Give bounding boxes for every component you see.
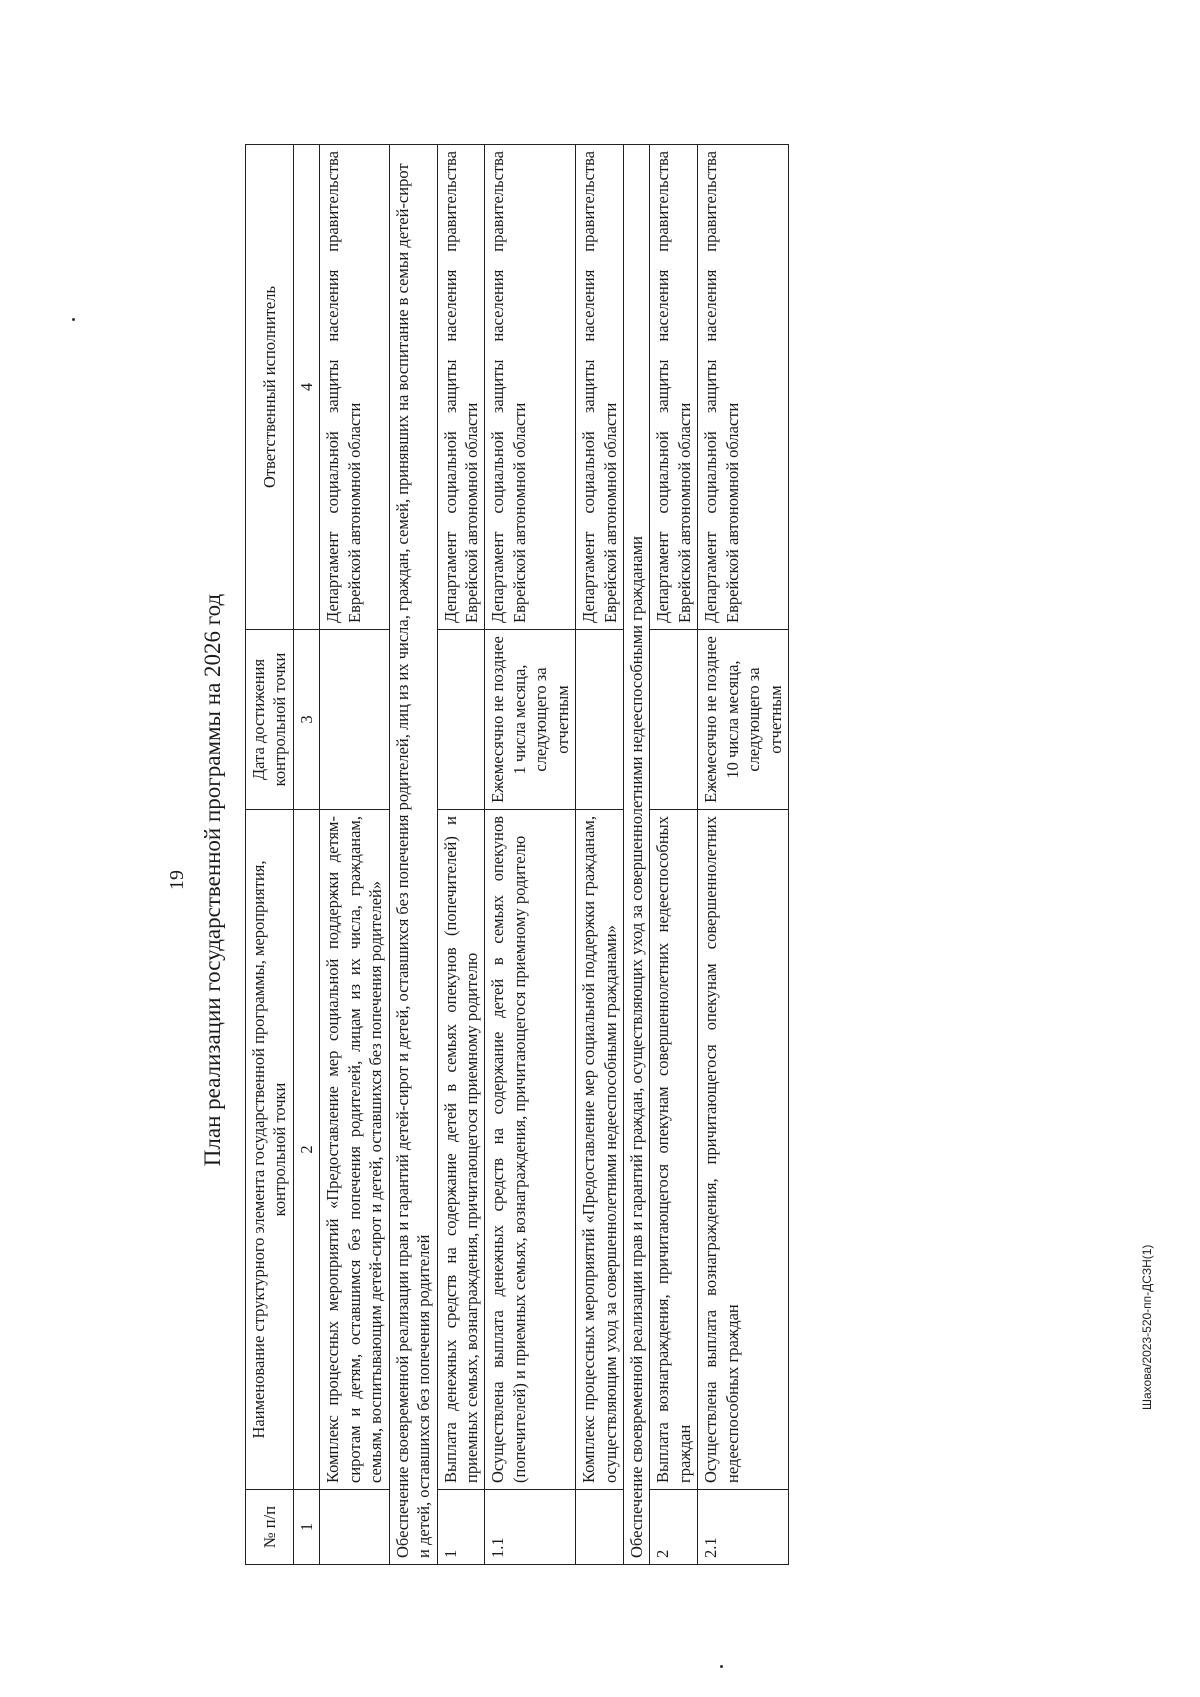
row-name: Выплата денежных средств на содержание детей в семьях опекунов (попечителей) и приемных семьях, вознаграждения, причитающегося приемному родителю xyxy=(437,810,485,1490)
section-text: Обеспечение своевременной реализации прав и гарантий граждан, осуществляющих уход за совершеннолетними недееспособными гражданами xyxy=(624,145,650,1565)
row-name: Комплекс процессных мероприятий «Предоставление мер социальной поддержки детям-сиротам и детям, оставшимся без попечения родителей, лицам из их числа, гражданам, семьям, воспитывающим детей-сирот и детей, оставшихся без попечения родителей» xyxy=(320,810,389,1490)
column-number-2: 2 xyxy=(293,810,319,1490)
row-num xyxy=(320,1490,389,1565)
section-row xyxy=(624,145,650,1565)
implementation-plan-table xyxy=(245,144,789,1565)
page-number: 19 xyxy=(166,870,188,890)
row-executor: Департамент социальной защиты населения правительства Еврейской автономной области xyxy=(437,145,485,630)
table-row xyxy=(485,145,576,1565)
column-number-row xyxy=(293,145,319,1565)
row-date xyxy=(437,630,485,810)
row-date: Ежемесячно не позднее 10 числа месяца, следующего за отчетным xyxy=(698,630,789,810)
row-executor: Департамент социальной защиты населения правительства Еврейской автономной области xyxy=(650,145,698,630)
row-num: 2.1 xyxy=(698,1490,789,1565)
row-name: Выплата вознаграждения, причитающегося опекунам совершеннолетних недееспособных граждан xyxy=(650,810,698,1490)
row-num: 2 xyxy=(650,1490,698,1565)
table-row xyxy=(650,145,698,1565)
scan-speck xyxy=(720,1665,723,1668)
header-name: Наименование структурного элемента государственной программы, мероприятия, контрольной точки xyxy=(246,810,294,1490)
table-row xyxy=(576,145,624,1565)
row-executor: Департамент социальной защиты населения правительства Еврейской автономной области xyxy=(320,145,389,630)
table-row xyxy=(437,145,485,1565)
column-number-3: 3 xyxy=(293,630,319,810)
row-executor: Департамент социальной защиты населения правительства Еврейской автономной области xyxy=(485,145,576,630)
row-date xyxy=(650,630,698,810)
row-executor: Департамент социальной защиты населения правительства Еврейской автономной области xyxy=(698,145,789,630)
header-num: № п/п xyxy=(246,1490,294,1565)
row-name: Осуществлена выплата денежных средств на содержание детей в семьях опекунов (попечителей) и приемных семьях, вознаграждения, причитающегося приемному родителю xyxy=(485,810,576,1490)
row-date xyxy=(576,630,624,810)
row-executor: Департамент социальной защиты населения правительства Еврейской автономной области xyxy=(576,145,624,630)
row-num: 1.1 xyxy=(485,1490,576,1565)
scan-speck xyxy=(72,318,75,321)
row-name: Осуществлена выплата вознаграждения, причитающегося опекунам совершеннолетних недееспособных граждан xyxy=(698,810,789,1490)
row-date: Ежемесячно не позднее 1 числа месяца, следующего за отчетным xyxy=(485,630,576,810)
column-number-4: 4 xyxy=(293,145,319,630)
header-executor: Ответственный исполнитель xyxy=(246,145,294,630)
column-number-1: 1 xyxy=(293,1490,319,1565)
table-row xyxy=(698,145,789,1565)
row-num xyxy=(576,1490,624,1565)
table-row xyxy=(320,145,389,1565)
header-row xyxy=(246,145,294,1565)
row-num: 1 xyxy=(437,1490,485,1565)
row-name: Комплекс процессных мероприятий «Предоставление мер социальной поддержки гражданам, осуществляющим уход за совершеннолетними недееспособными гражданами» xyxy=(576,810,624,1490)
section-row xyxy=(389,145,437,1565)
header-date: Дата достижения контрольной точки xyxy=(246,630,294,810)
document-code: Шахова/2023-520-пп-ДСЗН(1) xyxy=(1140,1244,1154,1410)
rotated-page xyxy=(160,110,1160,1650)
section-text: Обеспечение своевременной реализации прав и гарантий детей-сирот и детей, оставшихся без попечения родителей, лиц из их числа, граждан, семей, принявших на воспитание в семьи детей-сирот и детей, оставшихся без попечения родителей xyxy=(389,145,437,1565)
row-date xyxy=(320,630,389,810)
document-title: План реализации государственной программы на 2026 год xyxy=(200,593,225,1167)
